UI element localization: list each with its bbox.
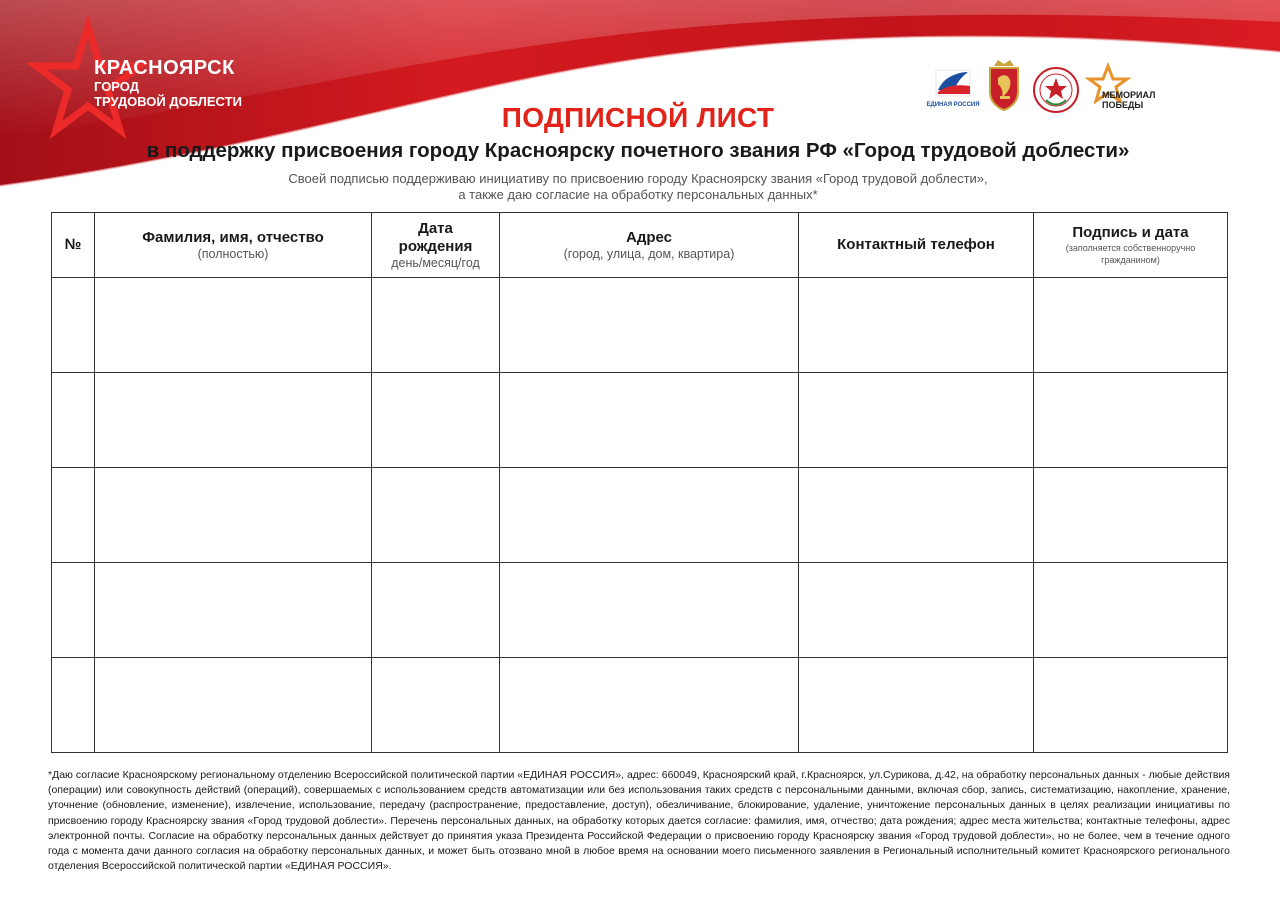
cell-address[interactable] [500,373,799,468]
cell-birth-date[interactable] [372,658,500,753]
cell-number[interactable] [52,563,95,658]
col-address: Адрес (город, улица, дом, квартира) [500,213,799,278]
col-full-name: Фамилия, имя, отчество (полностью) [95,213,372,278]
cell-phone[interactable] [799,563,1034,658]
intro-text [0,171,1276,203]
cell-full-name[interactable] [95,373,372,468]
cell-signature[interactable] [1034,373,1228,468]
col-birth-date: Дата рождения день/месяц/год [372,213,500,278]
table-row [52,658,1228,753]
united-russia-caption: ЕДИНАЯ РОССИЯ [926,102,980,108]
signature-table [51,212,1228,753]
cell-phone[interactable] [799,373,1034,468]
cell-number[interactable] [52,658,95,753]
table-header-row [52,213,1228,278]
cell-birth-date[interactable] [372,563,500,658]
cell-full-name[interactable] [95,563,372,658]
cell-signature[interactable] [1034,658,1228,753]
table-row [52,278,1228,373]
col-number: № [52,213,95,278]
cell-number[interactable] [52,278,95,373]
cell-signature[interactable] [1034,278,1228,373]
intro-line-2: а также даю согласие на обработку персональных данных* [458,187,818,202]
cell-number[interactable] [52,468,95,563]
cell-address[interactable] [500,658,799,753]
cell-full-name[interactable] [95,278,372,373]
page-title: ПОДПИСНОЙ ЛИСТ [501,102,775,133]
consent-footnote: *Даю согласие Красноярскому региональному отделению Всероссийской политической партии «ЕДИНАЯ РОССИЯ», адрес: 660049, Красноярский край, г.Красноярск, ул.Сурикова, д.42, на обработку персональных данных - любые действия (операции) или совокупность действий (операций), совершаемых с использованием средств автоматизации или без использования таких средств с персональными данными, включая сбор, запись, систематизацию, накопление, хранение, уточнение (обновление, изменение), извлечение, использование, передачу (распространение, предоставление, доступ), обезличивание, блокирование, удаление, уничтожение персональных данных в целях реализации инициативы по присвоению городу Красноярску звания «Город трудовой доблести». Перечень персональных данных, на обработку которых дается согласие: фамилия, имя, отчество; дата рождения; адрес места жительства; контактные телефоны, адрес электронной почты. Согласие на обработку персональных данных действует до принятия указа Президента Российской Федерации о присвоению городу Красноярску звания «Город трудовой доблести», но не более, чем в течение одного года с момента дачи данного согласия на обработку персональных данных, и может быть отозвано мной в любое время на основании моего письменного заявления в Региональный исполнительный комитет Красноярского регионального отделения Всероссийской политической партии «ЕДИНАЯ РОССИЯ». [48,769,1230,873]
cell-address[interactable] [500,278,799,373]
intro-line-1: Своей подписью поддерживаю инициативу по присвоению городу Красноярску звания «Город трудовой доблести», [288,171,988,186]
brand-line2: ТРУДОВОЙ ДОБЛЕСТИ [94,94,242,109]
cell-signature[interactable] [1034,563,1228,658]
table-row [52,468,1228,563]
col-phone: Контактный телефон [799,213,1034,278]
cell-full-name[interactable] [95,468,372,563]
page-subtitle: в поддержку присвоения городу Красноярску почетного звания РФ «Город трудовой доблести» [146,139,1130,162]
table-row [52,563,1228,658]
cell-signature[interactable] [1034,468,1228,563]
table-row [52,373,1228,468]
cell-birth-date[interactable] [372,278,500,373]
cell-birth-date[interactable] [372,373,500,468]
brand-city: КРАСНОЯРСК [94,57,235,79]
cell-number[interactable] [52,373,95,468]
cell-phone[interactable] [799,278,1034,373]
cell-phone[interactable] [799,658,1034,753]
cell-address[interactable] [500,468,799,563]
memorial-caption: МЕМОРИАЛ ПОБЕДЫ [1102,90,1156,110]
brand-line1: ГОРОД [94,79,140,94]
col-signature-date: Подпись и дата (заполняется собственноручно гражданином) [1034,213,1228,278]
cell-phone[interactable] [799,468,1034,563]
cell-address[interactable] [500,563,799,658]
cell-full-name[interactable] [95,658,372,753]
cell-birth-date[interactable] [372,468,500,563]
